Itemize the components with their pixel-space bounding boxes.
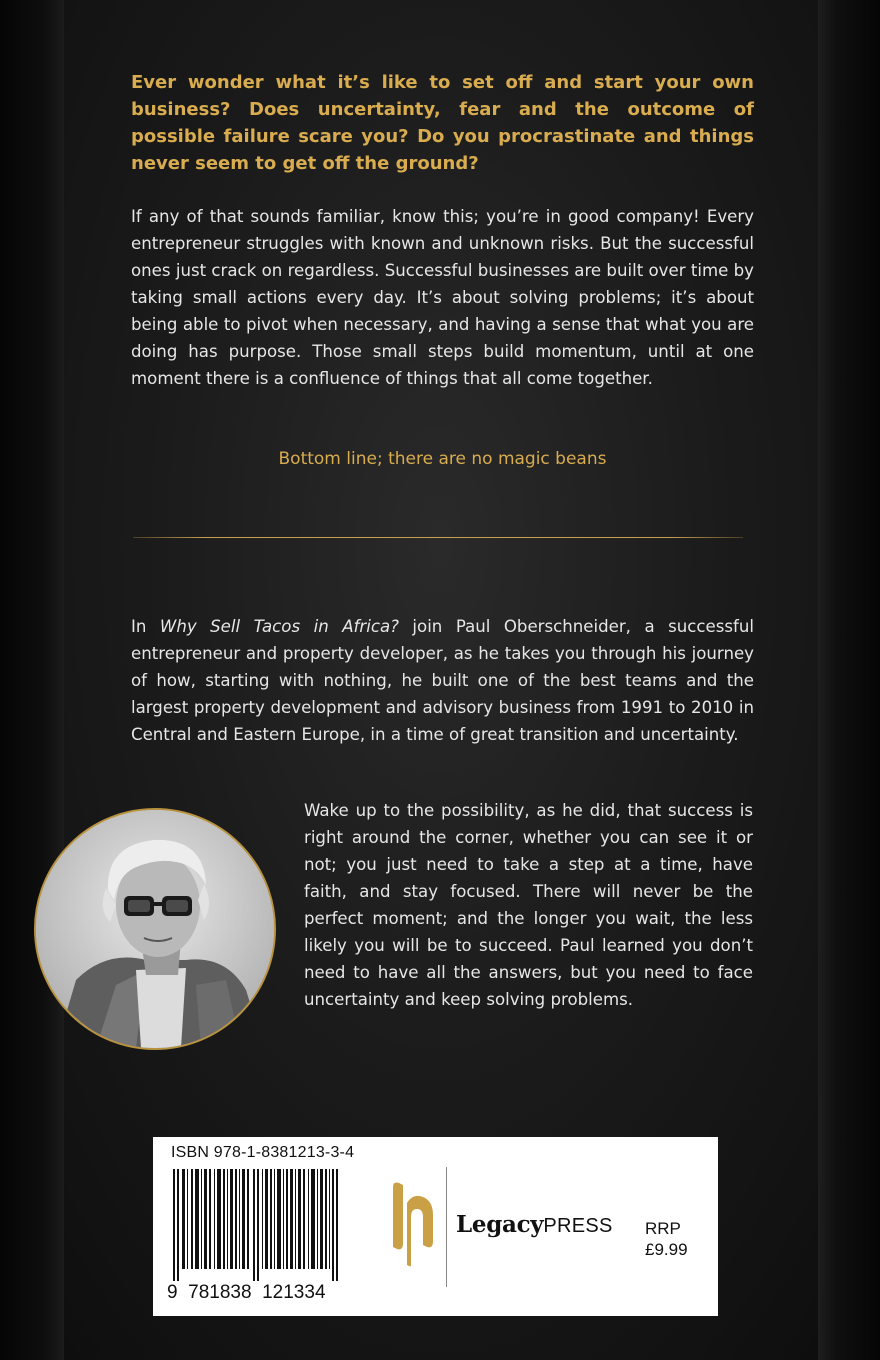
publisher-name-light: PRESS (543, 1215, 613, 1237)
author-paragraph: Wake up to the possibility, as he did, that success is right around the corner, whether you can see it or not; you just need to take a step at a time, have faith, and stay focused. There will never be the perfect moment; and the longer you wait, the less likely you will be to succeed. Paul learned you don’t need to have all the answers, but you need to face uncertainty and keep solving problems. (304, 801, 753, 1009)
price-value: £9.99 (645, 1240, 688, 1259)
author-portrait (34, 808, 276, 1050)
barcode-digits-right: 121334 (262, 1282, 326, 1303)
legacy-press-logo-icon (391, 1181, 437, 1267)
barcode-digit-first: 9 (167, 1282, 178, 1303)
publisher-name (456, 1211, 613, 1238)
barcode-digits-left: 781838 (188, 1282, 252, 1303)
spine-shadow-right (818, 0, 880, 1360)
book-description-paragraph (131, 613, 754, 748)
isbn-label: ISBN 978-1-8381213-3-4 (171, 1144, 355, 1161)
publisher-name-bold: Legacy (456, 1211, 544, 1238)
description-prefix: In (131, 617, 160, 636)
author-photo-illustration (36, 810, 274, 1048)
intro-paragraph: If any of that sounds familiar, know this; you’re in good company! Every entrepreneur struggles with known and unknown risks. But the successful ones just crack on regardless. Successful businesses are built over time by taking small actions every day. It’s about solving problems; it’s about being able to pivot when necessary, and having a sense that what you are doing has purpose. Those small steps build momentum, until at one moment there is a confluence of things that all come together. (131, 207, 754, 388)
description-suffix: join Paul Oberschneider, a successful entrepreneur and property developer, as he takes you through his journey of how, starting with nothing, he built one of the best teams and the largest property development and advisory business from 1991 to 2010 in Central and Eastern Europe, in a time of great transition and uncertainty. (131, 617, 754, 744)
price-block (645, 1218, 688, 1260)
barcode-panel (153, 1137, 718, 1316)
book-title: Why Sell Tacos in Africa? (159, 617, 399, 636)
tagline: Bottom line; there are no magic beans (278, 449, 607, 469)
headline: Ever wonder what it’s like to set off and start your own business? Does uncertainty, fear and the outcome of possible failure scare you? Do you procrastinate and things never seem to get off the ground? (131, 72, 754, 174)
price-label: RRP (645, 1219, 681, 1238)
logo-divider (446, 1167, 447, 1287)
barcode-icon (169, 1169, 349, 1281)
gold-divider (133, 537, 743, 538)
barcode-digits (167, 1282, 326, 1304)
spine-shadow-left (0, 0, 64, 1360)
